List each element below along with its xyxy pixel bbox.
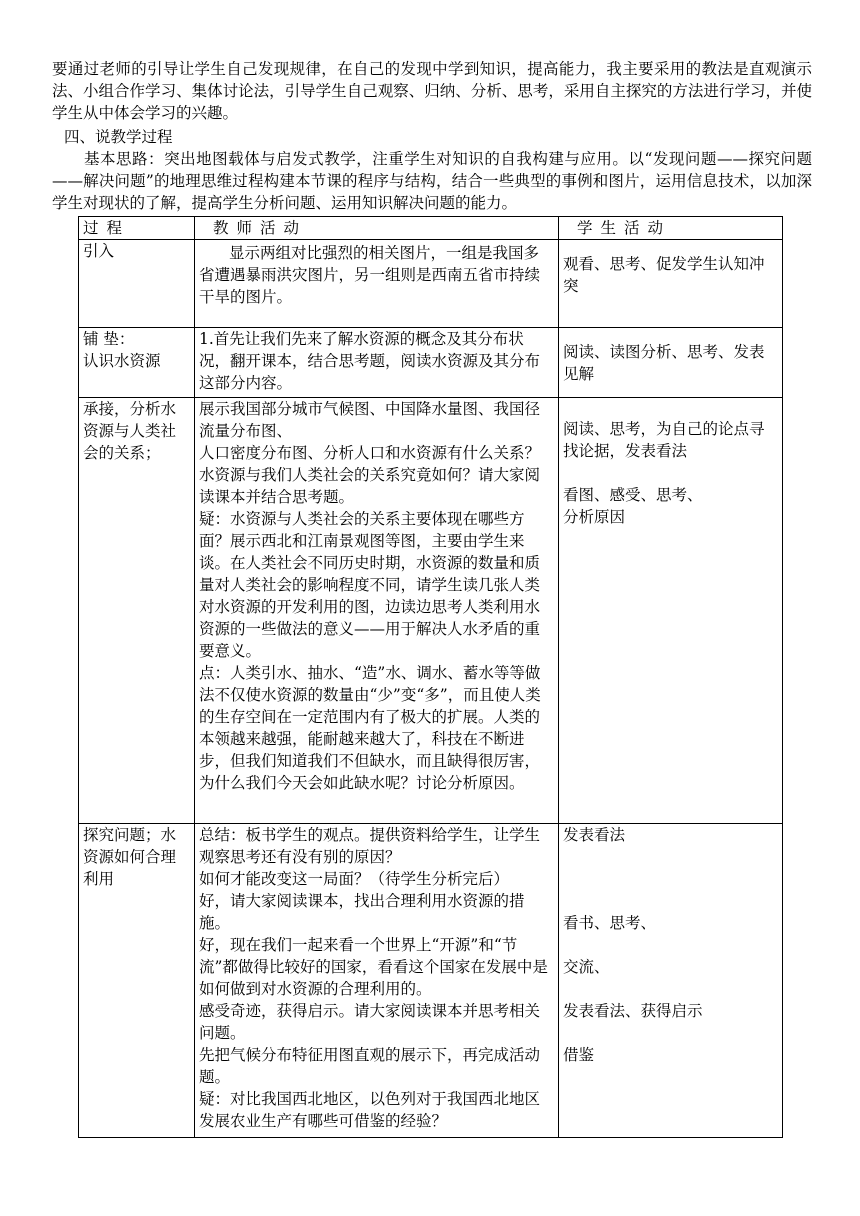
table-header-row — [79, 217, 783, 240]
student-activity-cell — [559, 328, 783, 398]
student-activity-cell — [559, 398, 783, 824]
student-text: 发表看法 — [563, 826, 626, 844]
header-teacher-activity: 教师活动 — [195, 217, 559, 240]
student-activity-cell — [559, 240, 783, 328]
stage-cell: 探究问题；水资源如何合理利用 — [79, 824, 195, 1138]
teacher-activity-cell — [195, 824, 559, 1138]
stage-cell: 铺 垫： 认识水资源 — [79, 328, 195, 398]
student-text: 看图、感受、思考、 分析原因 — [563, 486, 703, 526]
teacher-text: 显示两组对比强烈的相关图片，一组是我国多省遭遇暴雨洪灾图片，另一组则是西南五省市持续干旱的图片。 — [199, 244, 541, 306]
table-row — [79, 240, 783, 328]
teacher-text: 感受奇迹，获得启示。请大家阅读课本并思考相关问题。 — [199, 1002, 541, 1042]
header-process: 过程 — [79, 217, 195, 240]
teacher-text: 疑：对比我国西北地区，以色列对于我国西北地区发展农业生产有哪些可借鉴的经验？ — [199, 1090, 541, 1130]
teacher-text: 人口密度分布图、分析人口和水资源有什么关系？水资源与我们人类社会的关系究竟如何？请大家阅读课本并结合思考题。 — [199, 444, 541, 506]
table-row — [79, 824, 783, 1138]
student-text: 阅读、读图分析、思考、发表见解 — [563, 343, 765, 383]
section-heading: 四、说教学过程 — [64, 128, 173, 146]
header-student-activity: 学生活动 — [559, 217, 783, 240]
student-text: 发表看法、获得启示 — [563, 1002, 703, 1020]
teacher-text: 好，现在我们一起来看一个世界上“开源”和“节流”都做得比较好的国家，看看这个国家在发展中是如何做到对水资源的合理利用的。 — [199, 936, 548, 998]
stage-cell: 承接，分析水资源与人类社会的关系； — [79, 398, 195, 824]
teacher-text: 总结：板书学生的观点。提供资料给学生，让学生观察思考还有没有别的原因？ — [199, 826, 541, 866]
student-text: 阅读、思考，为自己的论点寻找论据，发表看法 — [563, 420, 765, 460]
table-row — [79, 398, 783, 824]
student-text: 观看、思考、促发学生认知冲突 — [563, 255, 765, 295]
teacher-activity-cell — [195, 240, 559, 328]
stage-cell: 引入 — [79, 240, 195, 328]
student-text: 交流、 — [563, 958, 610, 976]
teacher-activity-cell — [195, 398, 559, 824]
teaching-process-table — [78, 216, 783, 1138]
teacher-text: 点：人类引水、抽水、“造”水、调水、蓄水等等做法不仅使水资源的数量由“少”变“多”，而且使人类的生存空间在一定范围内有了极大的扩展。人类的本领越来越强，能耐越来越大了，科技在不断进步，但我们知道我们不但缺水，而且缺得很厉害，为什么我们今天会如此缺水呢？讨论分析原因。 — [199, 664, 541, 792]
basic-approach-paragraph: 基本思路：突出地图载体与启发式教学，注重学生对知识的自我构建与应用。以“发现问题——探究问题——解决问题”的地理思维过程构建本节课的程序与结构，结合一些典型的事例和图片，运用信息技术，以加深学生对现状的了解，提高学生分析问题、运用知识解决问题的能力。 — [52, 150, 812, 212]
teacher-text: 展示我国部分城市气候图、中国降水量图、我国径流量分布图、 — [199, 400, 541, 440]
teacher-text: 好，请大家阅读课本，找出合理利用水资源的措施。 — [199, 892, 525, 932]
teacher-text: 先把气候分布特征用图直观的展示下，再完成活动题。 — [199, 1046, 541, 1086]
teacher-text: 如何才能改变这一局面？（待学生分析完后） — [199, 870, 510, 888]
student-text: 借鉴 — [563, 1046, 595, 1064]
student-text: 看书、思考、 — [563, 914, 657, 932]
student-activity-cell — [559, 824, 783, 1138]
table-row — [79, 328, 783, 398]
intro-paragraph: 要通过老师的引导让学生自己发现规律，在自己的发现中学到知识，提高能力，我主要采用的教法是直观演示法、小组合作学习、集体讨论法，引导学生自己观察、归纳、分析、思考，采用自主探究的方法进行学习，并使学生从中体会学习的兴趣。 — [52, 60, 812, 122]
teacher-text: 疑：水资源与人类社会的关系主要体现在哪些方面？展示西北和江南景观图等图，主要由学生来谈。在人类社会不同历史时期，水资源的数量和质量对人类社会的影响程度不同，请学生读几张人类对水资源的开发利用的图，边读边思考人类利用水资源的一些做法的意义——用于解决人水矛盾的重要意义。 — [199, 510, 541, 660]
teacher-text: 1.首先让我们先来了解水资源的概念及其分布状况，翻开课本，结合思考题，阅读水资源及其分布这部分内容。 — [199, 330, 541, 392]
teacher-activity-cell — [195, 328, 559, 398]
